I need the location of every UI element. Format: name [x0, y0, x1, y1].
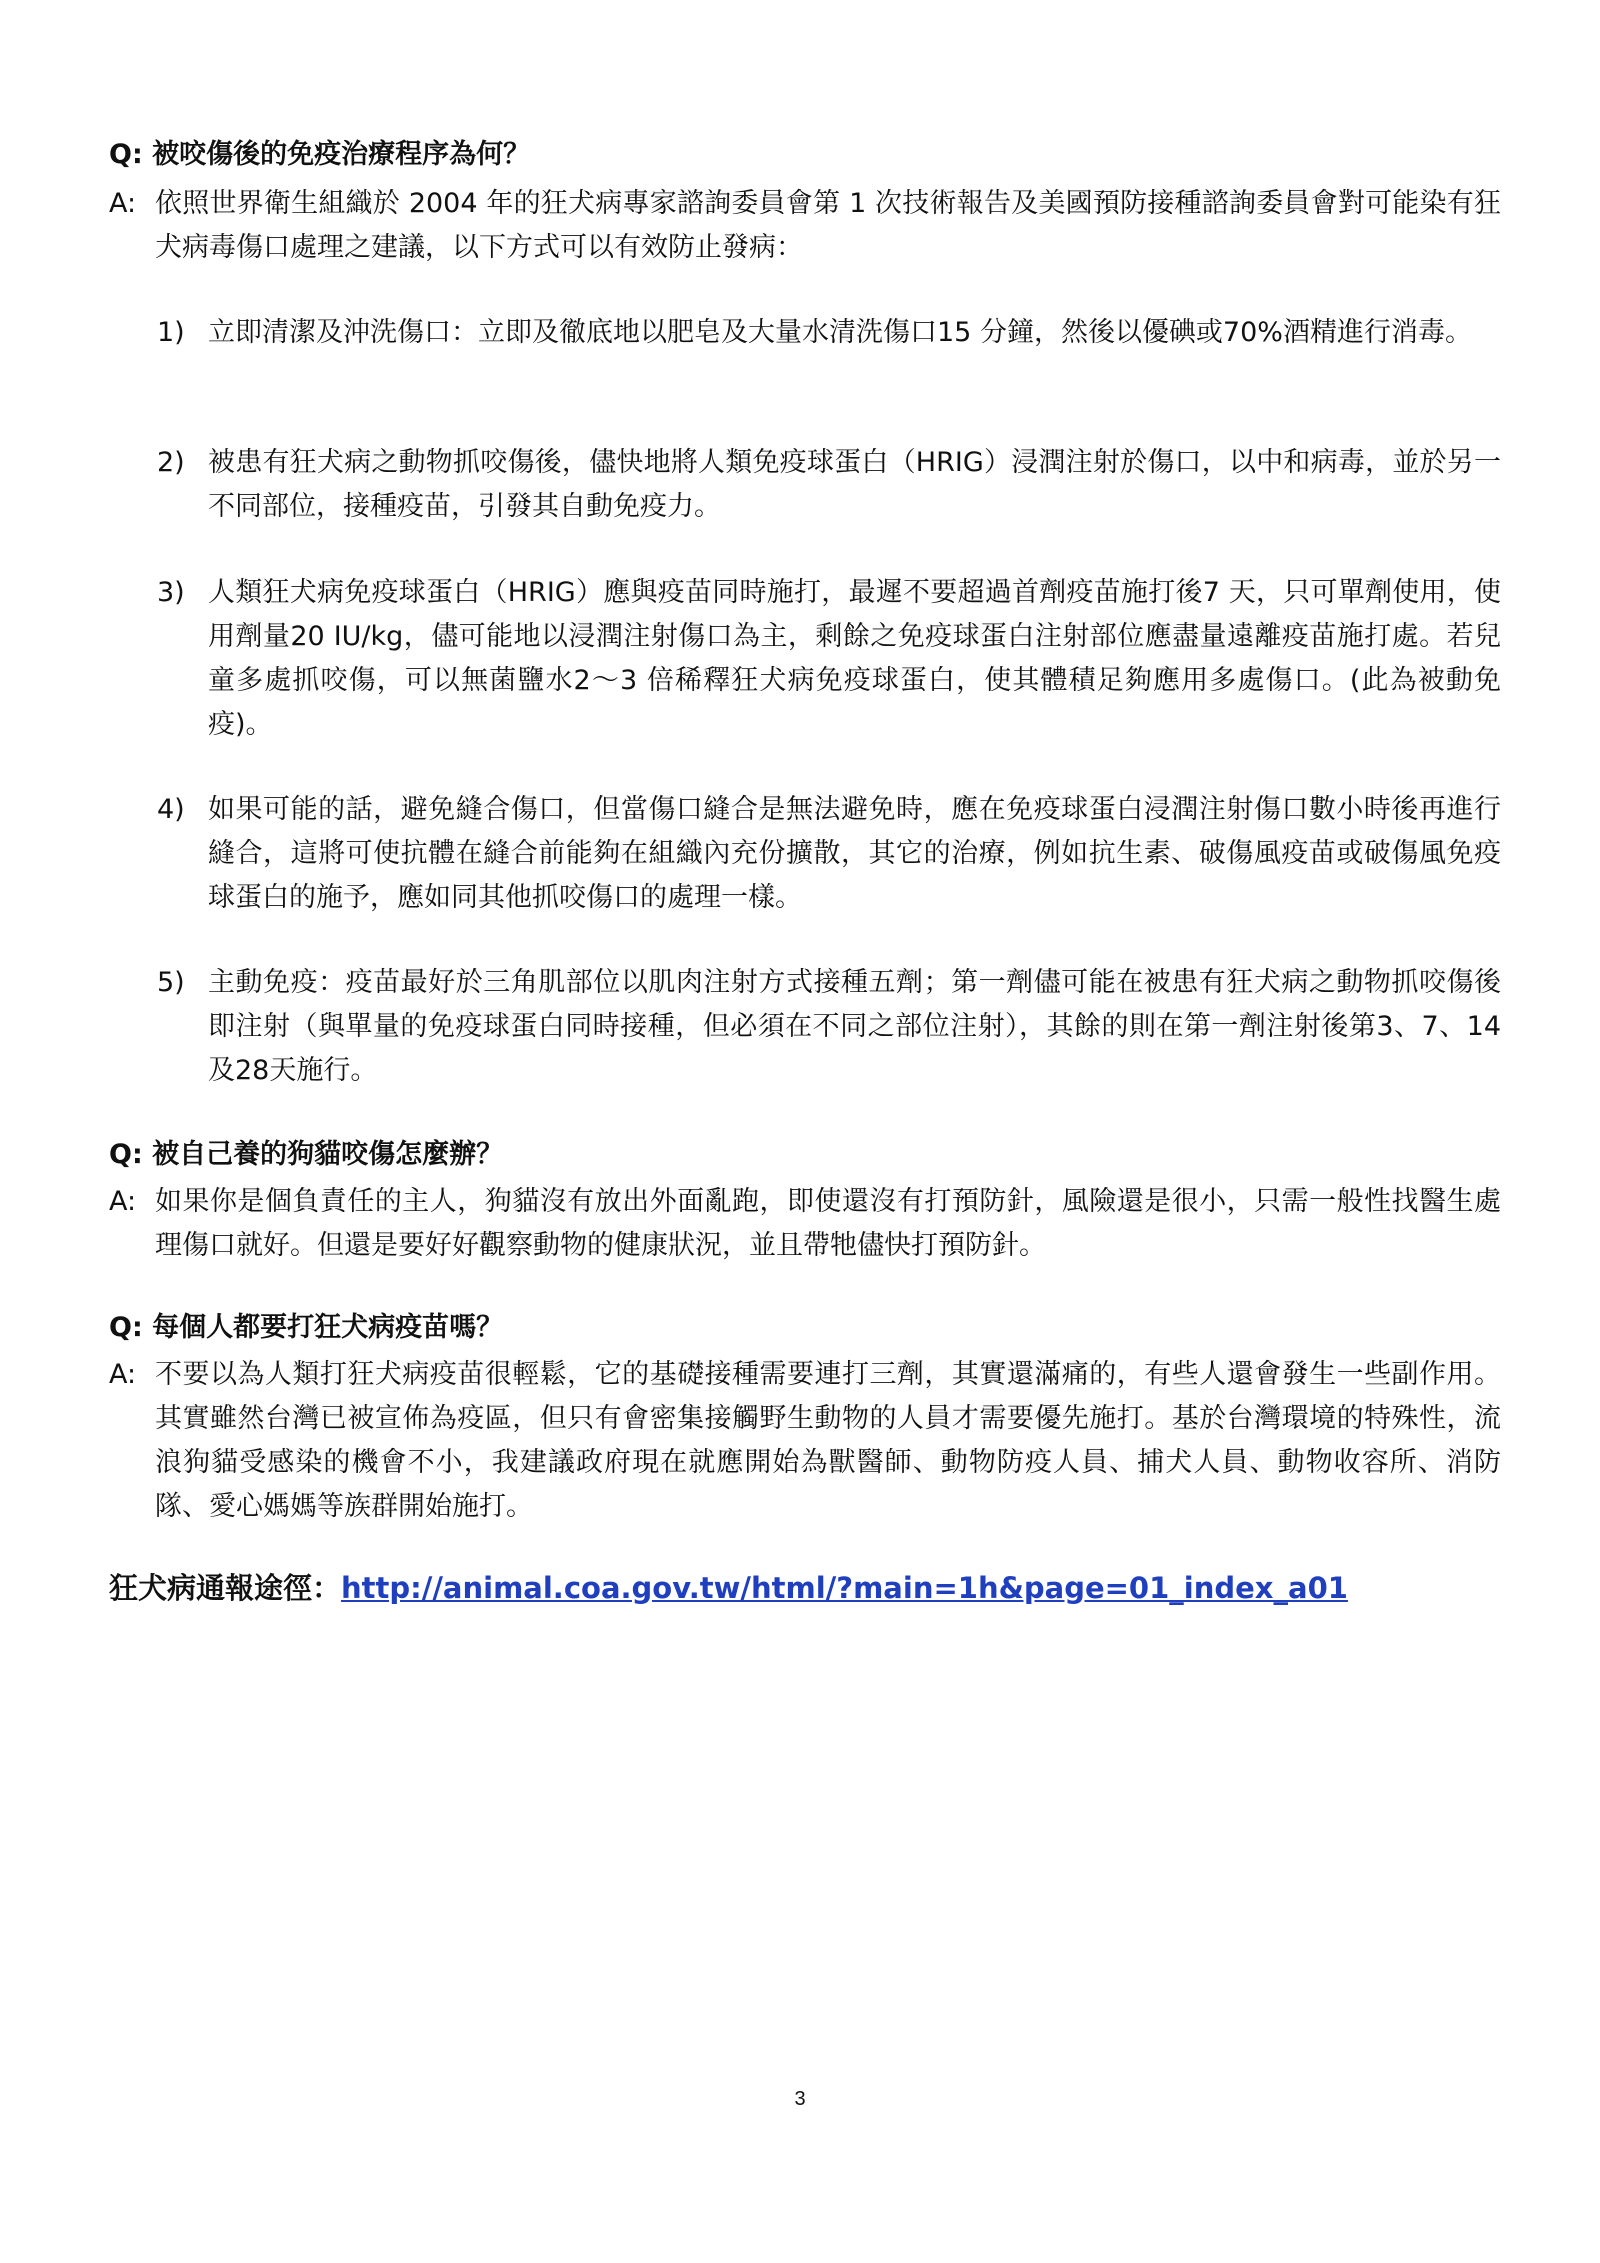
list-item-text: 立即清潔及沖洗傷口：立即及徹底地以肥皂及大量水清洗傷口15 分鐘，然後以優碘或70%酒精進行消毒。	[208, 317, 1472, 348]
list-item-text: 被患有狂犬病之動物抓咬傷後，儘快地將人類免疫球蛋白（HRIG）浸潤注射於傷口，以中和病毒，並於另一不同部位，接種疫苗，引發其自動免疫力。	[208, 447, 1501, 522]
answer-block	[109, 1353, 1501, 1529]
list-item	[157, 571, 1501, 747]
list-item	[157, 788, 1501, 920]
answer-tag: A:	[109, 1359, 137, 1390]
question-heading: Q: 每個人都要打狂犬病疫苗嗎？	[109, 1312, 504, 1343]
page-number: 3	[794, 2088, 806, 2110]
list-item	[157, 311, 1501, 355]
list-item-number: 2)	[157, 447, 185, 478]
list-item	[157, 961, 1501, 1093]
answer-block	[109, 182, 1501, 270]
answer-block	[109, 1180, 1501, 1268]
list-item-number: 1)	[157, 317, 185, 348]
question-heading: Q: 被自己養的狗貓咬傷怎麼辦？	[109, 1139, 504, 1170]
answer-tag: A:	[109, 188, 137, 219]
list-item-number: 5)	[157, 967, 185, 998]
list-item-text: 主動免疫：疫苗最好於三角肌部位以肌肉注射方式接種五劑；第一劑儘可能在被患有狂犬病之動物抓咬傷後即注射（與單量的免疫球蛋白同時接種，但必須在不同之部位注射），其餘的則在第一劑注射後第3、7、14 及28天施行。	[208, 967, 1501, 1086]
list-item-text: 人類狂犬病免疫球蛋白（HRIG）應與疫苗同時施打，最遲不要超過首劑疫苗施打後7 天，只可單劑使用，使用劑量20 IU/kg，儘可能地以浸潤注射傷口為主，剩餘之免疫球蛋白注射部位應盡量遠離疫苗施打處。若兒童多處抓咬傷，可以無菌鹽水2～3 倍稀釋狂犬病免疫球蛋白，使其體積足夠應用多處傷口。(此為被動免疫)。	[208, 577, 1501, 740]
report-label: 狂犬病通報途徑：	[109, 1571, 342, 1605]
answer-text: 不要以為人類打狂犬病疫苗很輕鬆，它的基礎接種需要連打三劑，其實還滿痛的，有些人還會發生一些副作用。其實雖然台灣已被宣佈為疫區，但只有會密集接觸野生動物的人員才需要優先施打。基於台灣環境的特殊性，流浪狗貓受感染的機會不小，我建議政府現在就應開始為獸醫師、動物防疫人員、捕犬人員、動物收容所、消防隊、愛心媽媽等族群開始施打。	[155, 1359, 1501, 1522]
report-link[interactable]: http://animal.coa.gov.tw/html/?main=1h&page=01_index_a01	[341, 1571, 1348, 1605]
answer-text: 如果你是個負責任的主人，狗貓沒有放出外面亂跑，即使還沒有打預防針，風險還是很小，只需一般性找醫生處理傷口就好。但還是要好好觀察動物的健康狀況，並且帶牠儘快打預防針。	[155, 1186, 1501, 1261]
answer-tag: A:	[109, 1186, 137, 1217]
question-heading: Q: 被咬傷後的免疫治療程序為何？	[109, 139, 531, 170]
list-item	[157, 441, 1501, 529]
list-item-text: 如果可能的話，避免縫合傷口，但當傷口縫合是無法避免時，應在免疫球蛋白浸潤注射傷口數小時後再進行縫合，這將可使抗體在縫合前能夠在組織內充份擴散，其它的治療，例如抗生素、破傷風疫苗或破傷風免疫球蛋白的施予，應如同其他抓咬傷口的處理一樣。	[208, 794, 1501, 913]
answer-text: 依照世界衛生組織於 2004 年的狂犬病專家諮詢委員會第 1 次技術報告及美國預防接種諮詢委員會對可能染有狂犬病毒傷口處理之建議，以下方式可以有效防止發病：	[155, 188, 1501, 263]
report-line	[109, 1568, 1348, 1608]
list-item-number: 4)	[157, 794, 185, 825]
list-item-number: 3)	[157, 577, 185, 608]
